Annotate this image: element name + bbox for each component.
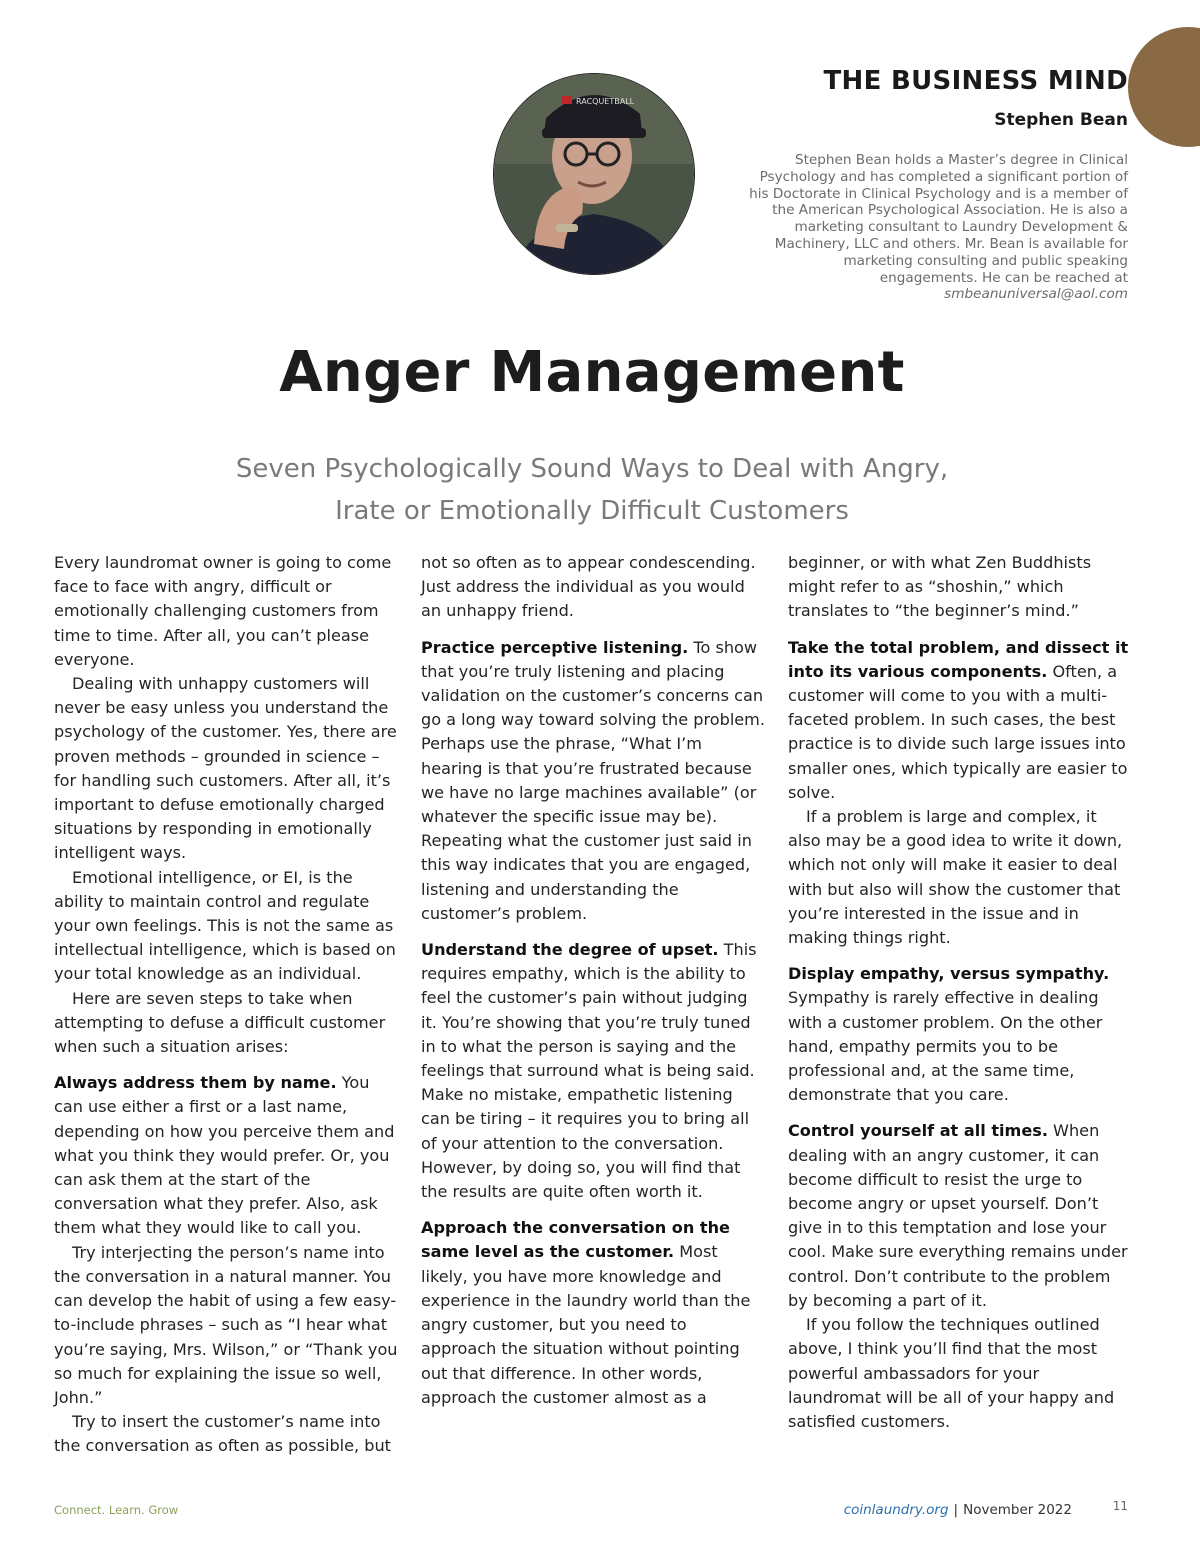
step-text: Most likely, you have more knowledge and experience in the laundry world than the angry customer, but you need to approach the situation without pointing out that difference. In other words, approach the customer almost as a <box>421 1242 751 1407</box>
paragraph: Try to insert the customer’s name into the conversation as often as possible, but <box>54 1412 391 1456</box>
step-text: This requires empathy, which is the ability to feel the customer’s pain without judging it. You’re showing that you’re truly tuned in to what the person is saying and the feelings that surround what is being said. Make no mistake, empathetic listening can be tiring – it requires you to bring all of your attention to the conversation. However, by doing so, you will find that the results are quite often worth it. <box>421 940 757 1202</box>
step-text: When dealing with an angry customer, it can become difficult to resist the urge to become angry or upset yourself. Don’t give in to this temptation and lose your cool. Make sure everything remains under control. Don’t contribute to the problem by becoming a part of it. <box>788 1121 1128 1310</box>
footer-site-link[interactable]: coinlaundry.org <box>843 1502 949 1518</box>
paragraph: beginner, or with what Zen Buddhists might refer to as “shoshin,” which translates to “the beginner’s mind.” <box>788 553 1092 621</box>
paragraph: Every laundromat owner is going to come face to face with angry, difficult or emotionally challenging customers from time to time. After all, you can’t please everyone. <box>54 553 392 669</box>
author-photo <box>494 74 694 274</box>
step-text: Often, a customer will come to you with a multi-faceted problem. In such cases, the best practice is to divide such large issues into smaller ones, which typically are easier to solve. <box>788 661 1128 802</box>
column-3 <box>788 551 1132 1471</box>
step-7 <box>788 1119 1132 1313</box>
article-subtitle <box>0 448 1184 532</box>
footer-separator: | <box>953 1502 959 1518</box>
column-1 <box>54 551 398 1471</box>
subtitle-line-1: Seven Psychologically Sound Ways to Deal with Angry, <box>235 454 949 484</box>
step-heading: Display empathy, versus sympathy. <box>788 964 1110 984</box>
footer-tagline: Connect. Learn. Grow <box>54 1503 179 1517</box>
step-text: Sympathy is rarely effective in dealing with a customer problem. On the other hand, empathy permits you to be professional and, at the same time, demonstrate that you care. <box>788 988 1103 1105</box>
column-name: THE BUSINESS MIND <box>823 66 1128 96</box>
svg-text:RACQUETBALL: RACQUETBALL <box>576 97 635 106</box>
paragraph: not so often as to appear condescending. Just address the individual as you would an unhappy friend. <box>421 553 756 621</box>
step-4 <box>421 1216 765 1410</box>
footer-issue-date: November 2022 <box>963 1502 1072 1518</box>
step-1 <box>54 1071 398 1240</box>
bio-text: Stephen Bean holds a Master’s degree in Clinical Psychology and has completed a significant portion of his Doctorate in Clinical Psychology and is a member of the American Psychological Association. He is also a marketing consultant to Laundry Development & Machinery, LLC and others. Mr. Bean is available for marketing consulting and public speaking engagements. He can be reached at <box>749 152 1128 286</box>
step-heading: Understand the degree of upset. <box>421 940 719 960</box>
step-6 <box>788 962 1132 1107</box>
footer-info <box>844 1502 1072 1518</box>
paragraph: Emotional intelligence, or EI, is the ability to maintain control and regulate your own feelings. This is not the same as intellectual intelligence, which is based on your total knowledge as an individual. <box>54 867 396 984</box>
author-name: Stephen Bean <box>994 110 1128 130</box>
subtitle-line-2: Irate or Emotionally Difficult Customers <box>335 496 849 526</box>
author-header <box>748 66 1128 303</box>
step-text: You can use either a first or a last name, depending on how you perceive them and what you think they would prefer. Or, you can ask them at the start of the conversation what they prefer. Also, ask them what they would like to call you. <box>54 1073 395 1238</box>
step-heading: Approach the conversation on the same level as the customer. <box>421 1218 730 1262</box>
step-2 <box>421 636 765 926</box>
author-bio <box>748 152 1128 303</box>
step-3 <box>421 938 765 1204</box>
column-2 <box>421 551 765 1471</box>
paragraph: Try interjecting the person’s name into the conversation in a natural manner. You can develop the habit of using a few easy-to-include phrases – such as “I hear what you’re saying, Mrs. Wilson,” or “Thank you so much for explaining the issue so well, John.” <box>54 1242 398 1407</box>
step-text: To show that you’re truly listening and placing validation on the customer’s concerns can go a long way toward solving the problem. Perhaps use the phrase, “What I’m hearing is that you’re frustrated because we have no large machines available” (or whatever the specific issue may be). Repeating what the customer just said in this way indicates that you are engaged, listening and understanding the customer’s problem. <box>421 637 765 923</box>
paragraph: Dealing with unhappy customers will never be easy unless you understand the psychology of the customer. Yes, there are proven methods – grounded in science – for handling such customers. After all, it’s important to defuse emotionally charged situations by responding in emotionally intelligent ways. <box>54 674 397 863</box>
step-heading: Control yourself at all times. <box>788 1121 1048 1141</box>
step-heading: Take the total problem, and dissect it into its various components. <box>788 637 1129 681</box>
corner-tab <box>1128 27 1200 147</box>
step-5 <box>788 636 1132 805</box>
paragraph: If you follow the techniques outlined above, I think you’ll find that the most powerful ambassadors for your laundromat will be all of your happy and satisfied customers. <box>788 1315 1115 1431</box>
article-title: Anger Management <box>279 340 905 405</box>
paragraph: If a problem is large and complex, it also may be a good idea to write it down, which not only will make it easier to deal with but also will show the customer that you’re interested in the issue and in making things right. <box>788 807 1123 948</box>
step-heading: Always address them by name. <box>54 1073 337 1093</box>
page-number: 11 <box>1112 1499 1128 1513</box>
article-body <box>54 551 1132 1471</box>
author-email[interactable]: smbeanuniversal@aol.com <box>944 286 1128 303</box>
step-heading: Practice perceptive listening. <box>421 637 689 657</box>
paragraph: Here are seven steps to take when attempting to defuse a difficult customer when such a situation arises: <box>54 988 386 1057</box>
